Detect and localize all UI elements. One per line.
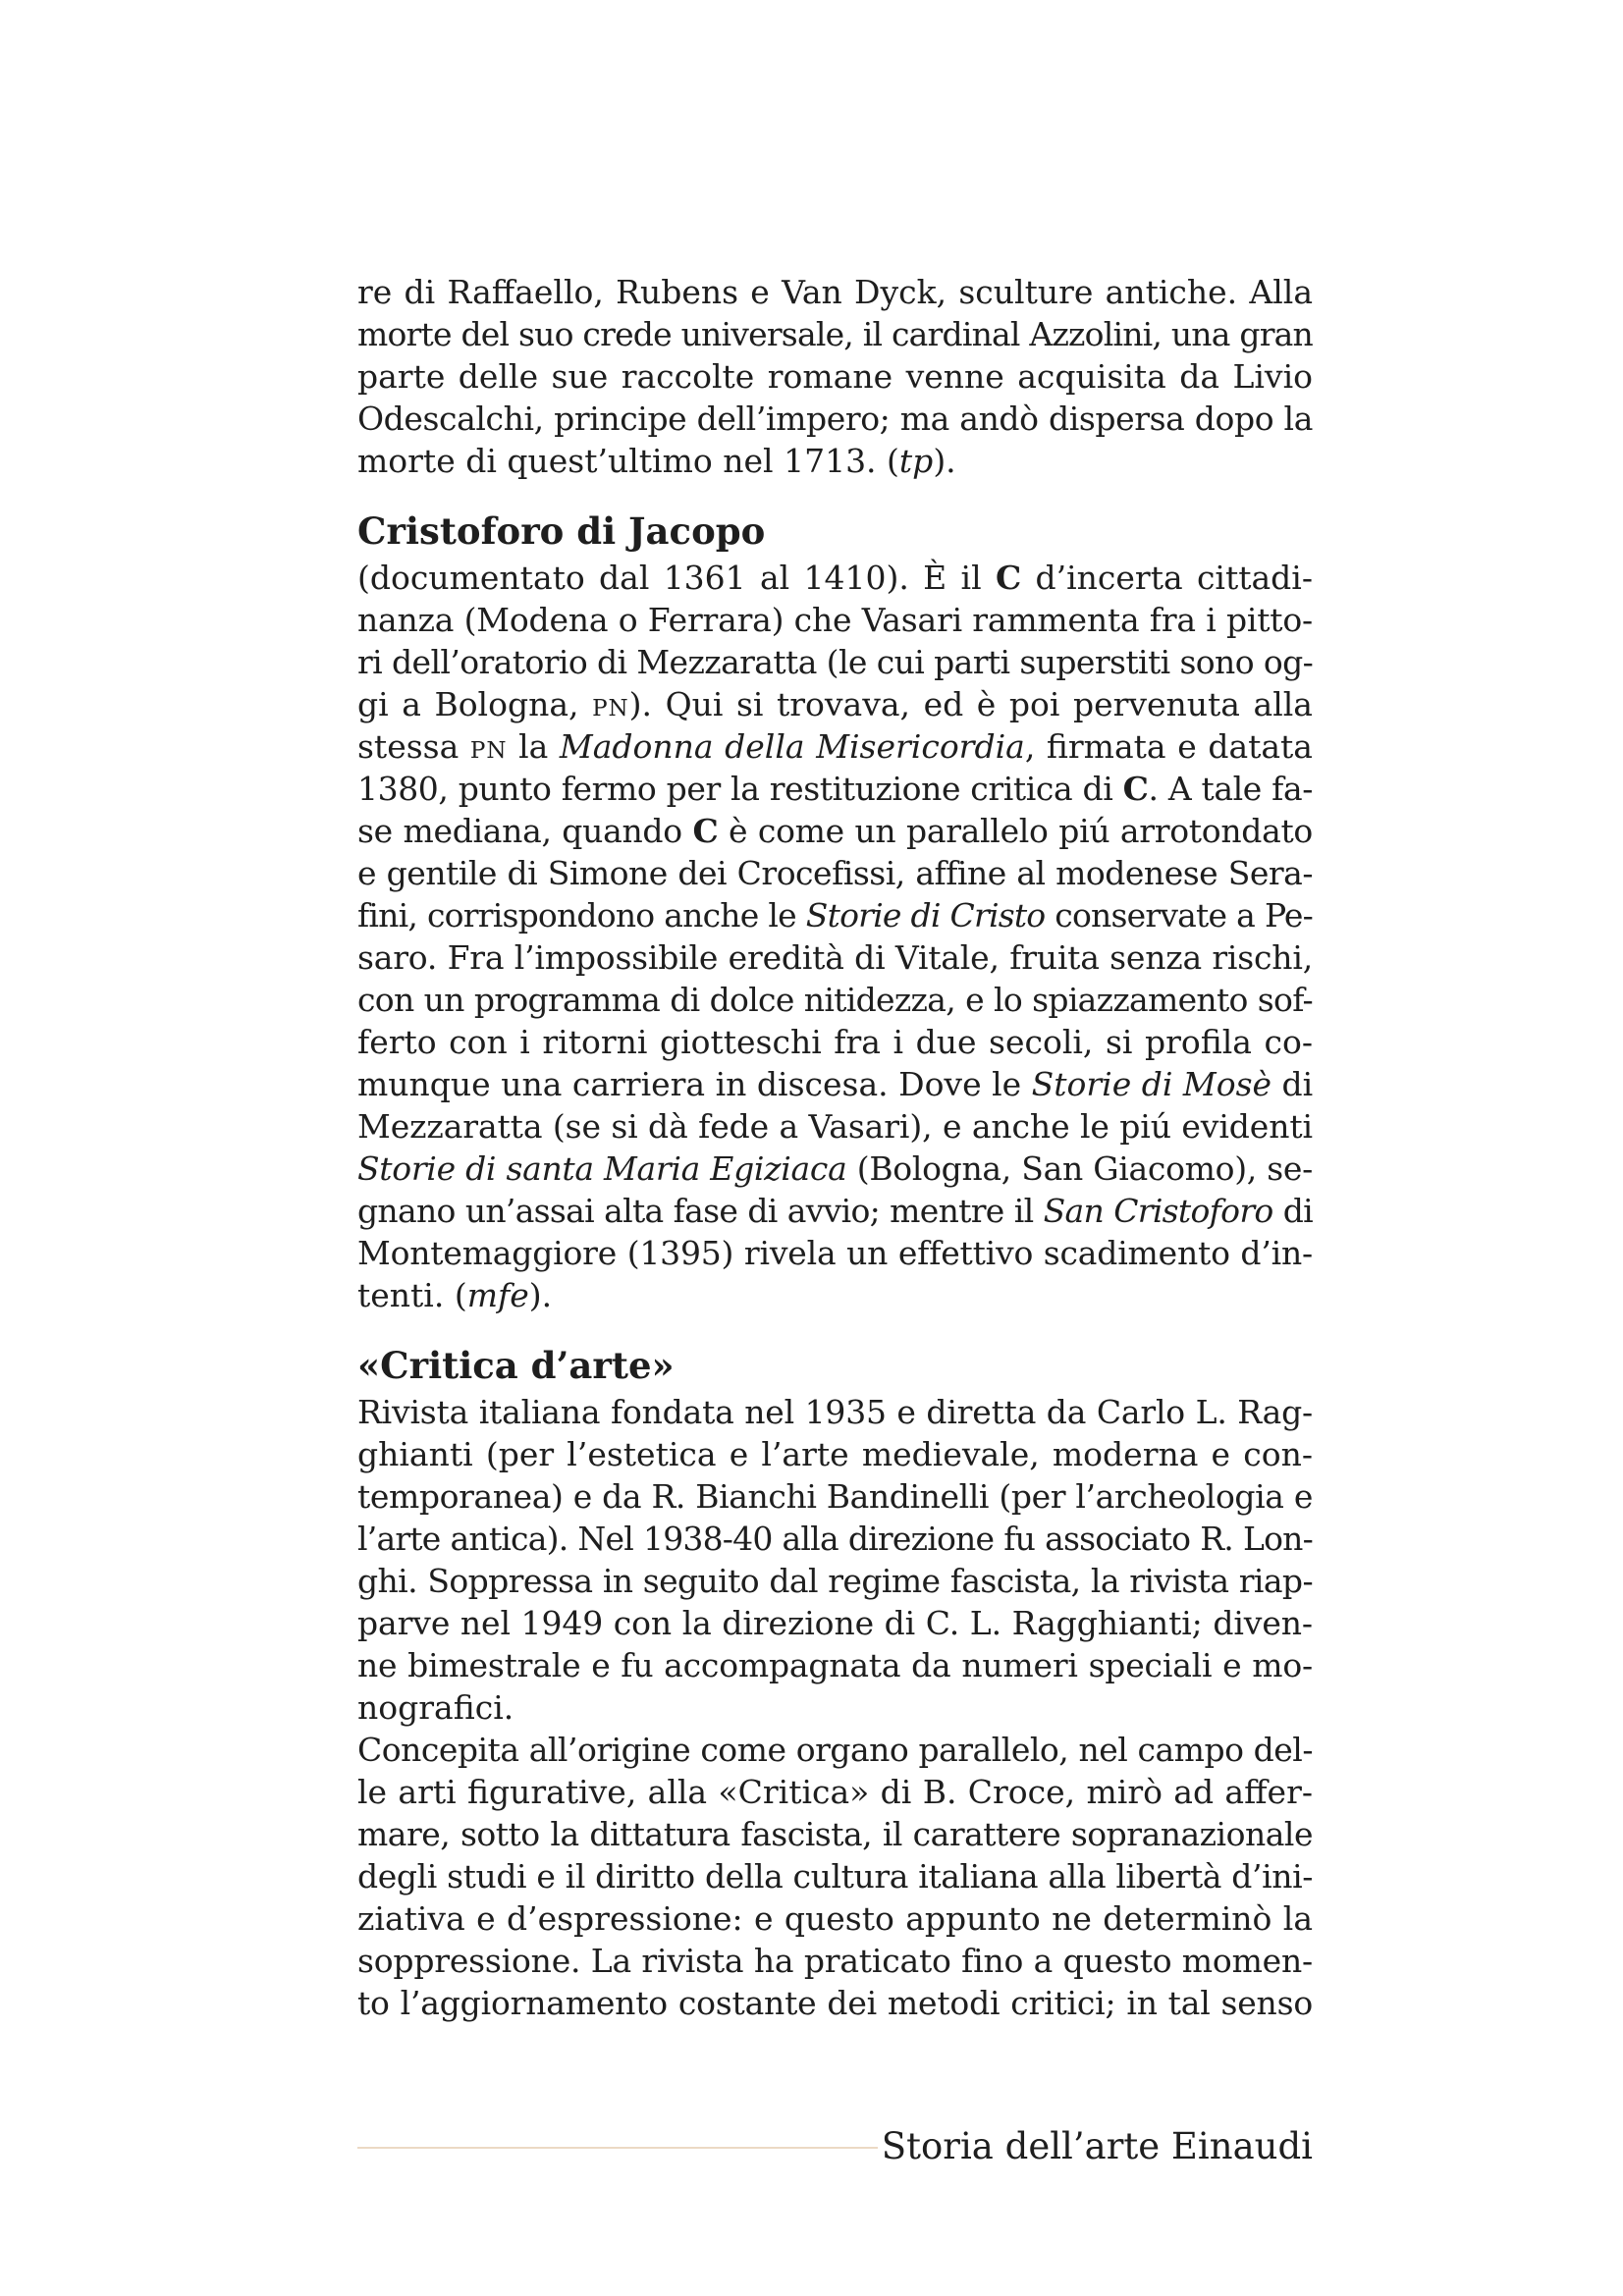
entry-body xyxy=(357,1391,1313,1729)
text-line: ziativa e d’espressione: e questo appunto ne determinò la xyxy=(357,1899,1313,1938)
text-line: Montemaggiore (1395) rivela un effettivo scadimento d’in- xyxy=(357,1234,1313,1272)
text-line: mare, sotto la dittatura fascista, il carattere sopranazionale xyxy=(357,1815,1313,1853)
text-line: re di Raffaello, Rubens e Van Dyck, sculture antiche. Alla xyxy=(357,273,1313,311)
text-line: fini, corrispondono anche le Storie di Cristo conservate a Pe- xyxy=(357,896,1313,934)
text-line: munque una carriera in discesa. Dove le Storie di Mosè di xyxy=(357,1065,1314,1103)
text-line: Storie di santa Maria Egiziaca (Bologna, San Giacomo), se- xyxy=(357,1149,1313,1188)
text-line: temporanea) e da R. Bianchi Bandinelli (per l’archeologia e xyxy=(357,1477,1313,1516)
page-footer xyxy=(357,2122,1313,2171)
text-line: ghianti (per l’estetica e l’arte medievale, moderna e con- xyxy=(357,1435,1313,1473)
entry-body xyxy=(357,1729,1313,2024)
text-line: saro. Fra l’impossibile eredità di Vitale, fruita senza rischi, xyxy=(357,938,1313,977)
entry-title: Cristoforo di Jacopo xyxy=(357,509,766,553)
text-line: ferto con i ritorni giotteschi fra i due secoli, si profila co- xyxy=(357,1023,1313,1061)
text-line: Mezzaratta (se si dà fede a Vasari), e anche le piú evidenti xyxy=(357,1107,1313,1146)
text-line: ri dell’oratorio di Mezzaratta (le cui parti superstiti sono og- xyxy=(357,643,1314,681)
intro-paragraph xyxy=(357,271,1313,482)
text-line: se mediana, quando C è come un parallelo piú arrotondato xyxy=(357,812,1313,850)
text-line: con un programma di dolce nitidezza, e lo spiazzamento sof- xyxy=(357,981,1313,1019)
text-line: ghi. Soppressa in seguito dal regime fascista, la rivista riap- xyxy=(357,1562,1313,1600)
text-line: le arti figurative, alla «Critica» di B. Croce, mirò ad affer- xyxy=(357,1773,1313,1811)
entry-title: «Critica d’arte» xyxy=(357,1344,675,1387)
text-line: morte del suo crede universale, il cardinal Azzolini, una gran xyxy=(357,315,1313,353)
text-line: gi a Bologna, pn). Qui si trovava, ed è poi pervenuta alla xyxy=(357,685,1313,723)
text-line: Odescalchi, principe dell’impero; ma andò dispersa dopo la xyxy=(357,400,1313,438)
text-line: ne bimestrale e fu accompagnata da numeri speciali e mo- xyxy=(357,1646,1313,1684)
text-line: 1380, punto fermo per la restituzione critica di C. A tale fa- xyxy=(357,770,1313,808)
text-line: parte delle sue raccolte romane venne acquisita da Livio xyxy=(357,357,1313,396)
footer-title: Storia dell’arte Einaudi xyxy=(881,2125,1313,2167)
text-line: Rivista italiana fondata nel 1935 e diretta da Carlo L. Rag- xyxy=(357,1393,1313,1431)
page-content xyxy=(357,271,1313,2024)
author-initials: tp xyxy=(898,442,934,480)
text-line: parve nel 1949 con la direzione di C. L. Ragghianti; diven- xyxy=(357,1604,1313,1642)
text-line: to l’aggiornamento costante dei metodi critici; in tal senso xyxy=(357,1984,1313,2022)
text-line: tenti. (mfe). xyxy=(357,1276,553,1314)
text-line: l’arte antica). Nel 1938-40 alla direzione fu associato R. Lon- xyxy=(357,1520,1313,1558)
text-line: morte di quest’ultimo nel 1713. (tp). xyxy=(357,442,956,480)
text-line: (documentato dal 1361 al 1410). È il C d’incerta cittadi- xyxy=(357,559,1314,597)
text-line: soppressione. La rivista ha praticato fino a questo momen- xyxy=(357,1942,1313,1980)
text-line: gnano un’assai alta fase di avvio; mentre il San Cristoforo di xyxy=(357,1192,1313,1230)
author-initials: mfe xyxy=(466,1276,529,1314)
text-line: nanza (Modena o Ferrara) che Vasari rammenta fra i pitto- xyxy=(357,601,1313,639)
text-line: degli studi e il diritto della cultura italiana alla libertà d’ini- xyxy=(357,1857,1313,1896)
text-line: e gentile di Simone dei Crocefissi, affine al modenese Sera- xyxy=(357,854,1313,892)
text-line: stessa pn la Madonna della Misericordia, firmata e datata xyxy=(357,727,1313,766)
text-line: Concepita all’origine come organo parallelo, nel campo del- xyxy=(357,1731,1313,1769)
text-line: nografici. xyxy=(357,1688,514,1727)
footer-divider xyxy=(357,2147,878,2149)
entry-body xyxy=(357,557,1313,1316)
